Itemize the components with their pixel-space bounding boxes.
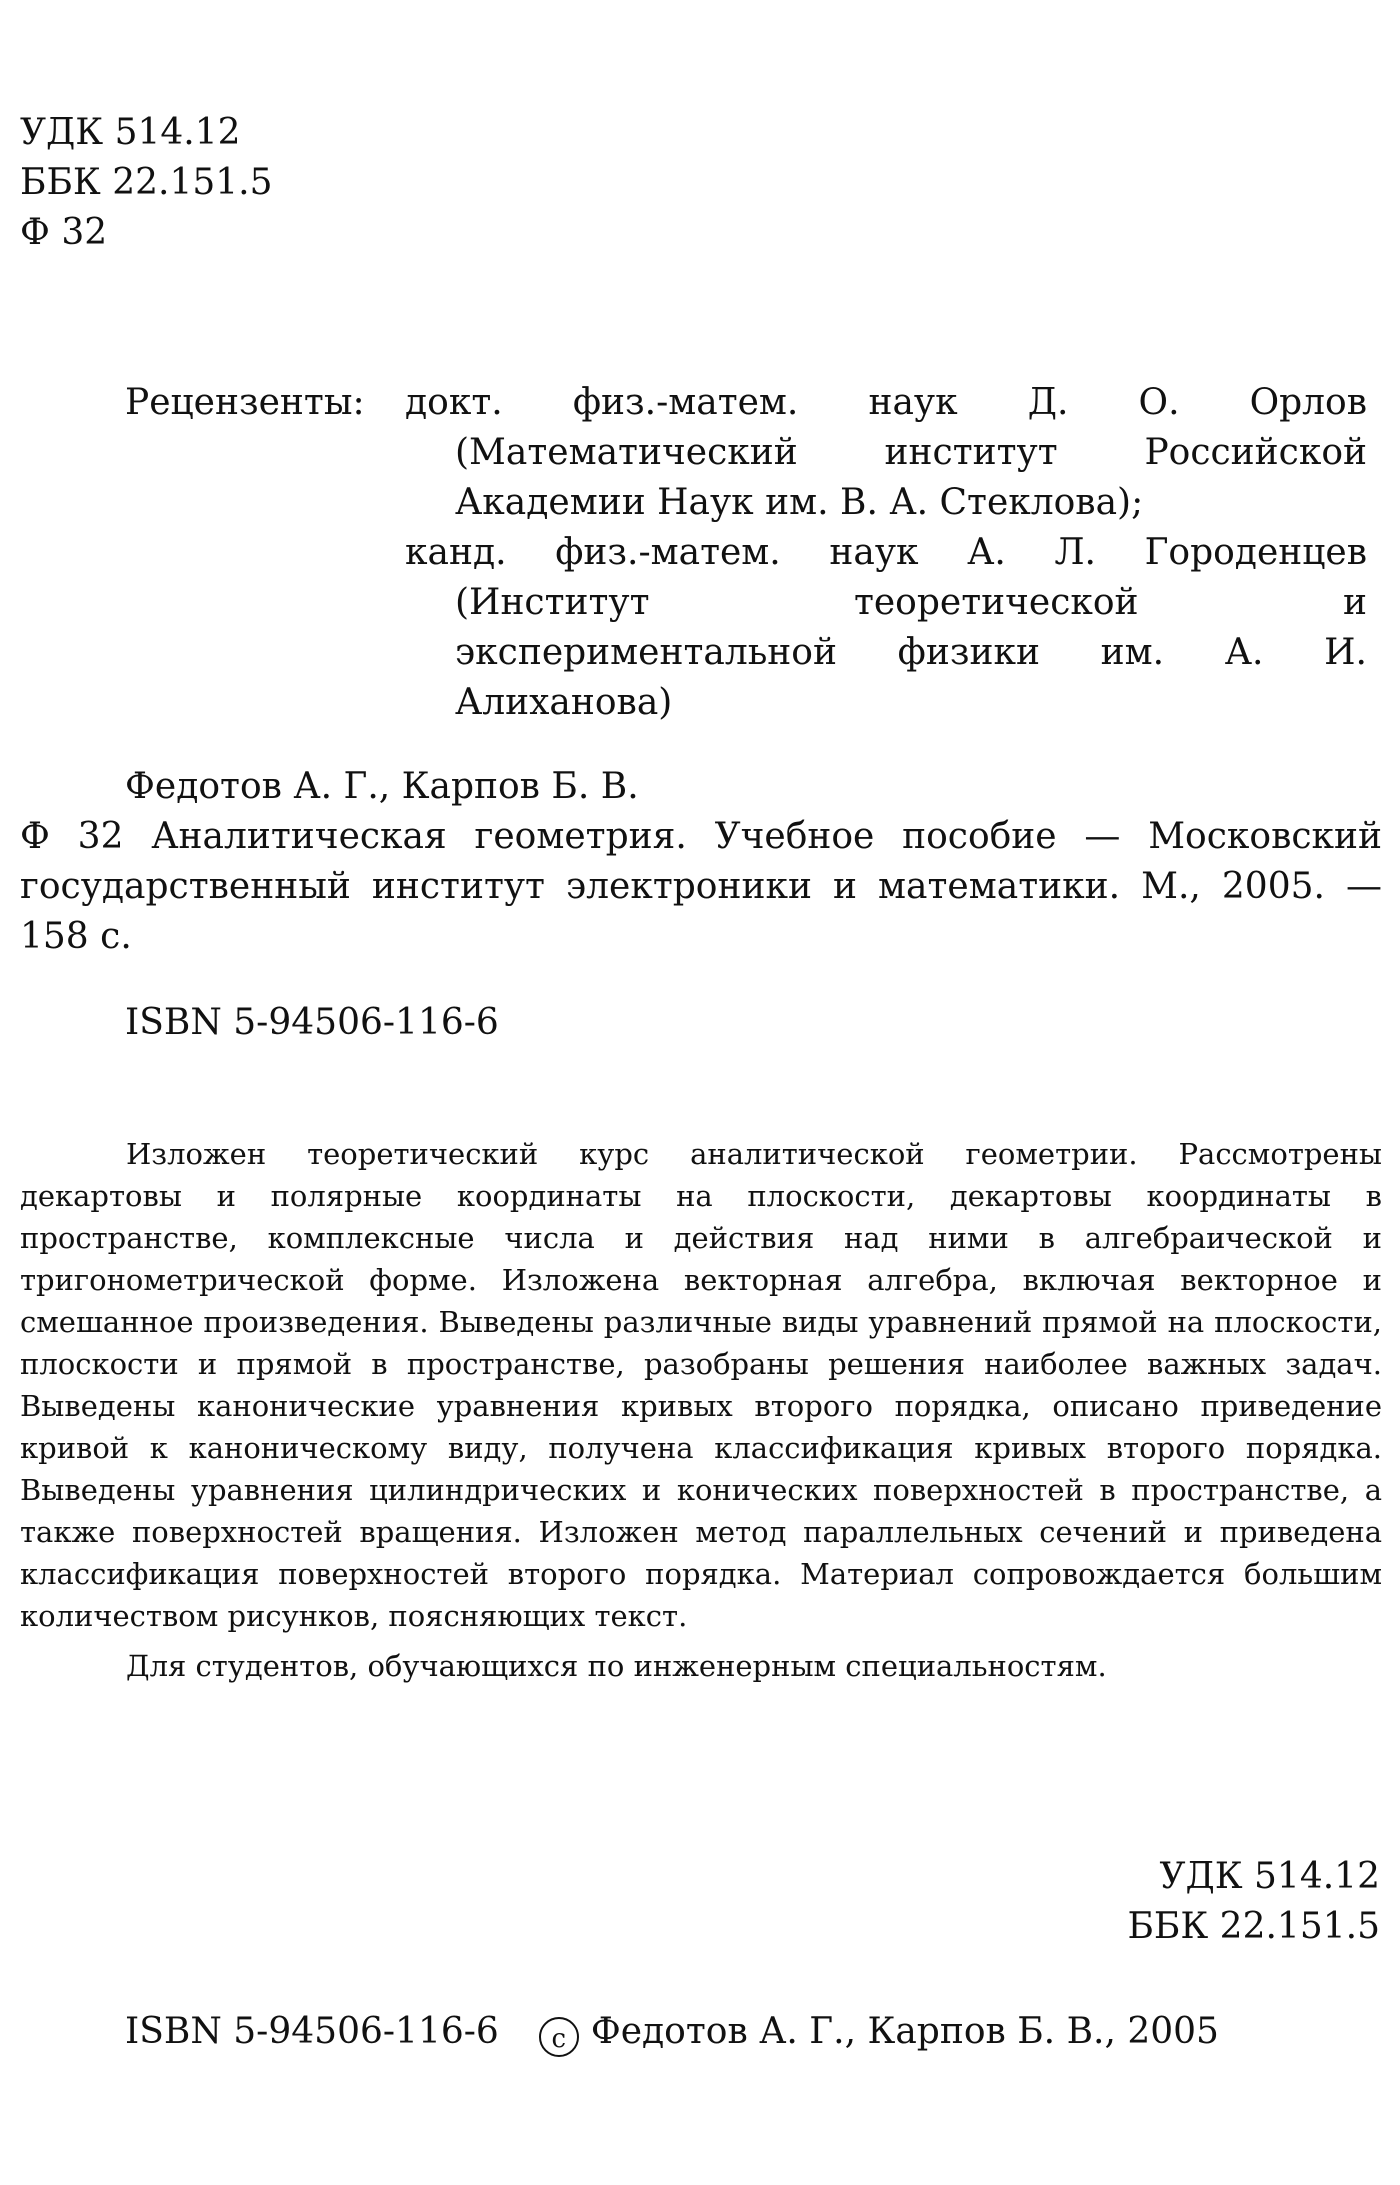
- udk-code-bottom: УДК 514.12: [1159, 1856, 1380, 1897]
- annotation: [20, 1133, 1382, 1687]
- author-mark: Ф 32: [20, 212, 108, 253]
- classification-bottom: [1127, 1852, 1380, 1952]
- bibliography-authors: Федотов А. Г., Карпов Б. В.: [125, 766, 639, 807]
- bibliography-entry: Ф 32 Аналитическая геометрия. Учебное пособие — Московский государственный институт электроники и математики. М., 2005. — 158 с.: [20, 816, 1382, 957]
- bbk-code-bottom: ББК 22.151.5: [1127, 1906, 1380, 1947]
- isbn: ISBN 5-94506-116-6: [125, 1002, 499, 1043]
- annotation-paragraph-1: Изложен теоретический курс аналитической геометрии. Рассмотрены декартовы и полярные координаты на плоскости, декартовы координаты в пространстве, комплексные числа и действия над ними в алгебраической и тригонометрической форме. Изложена векторная алгебра, включая векторное и смешанное произведения. Выведены различные виды уравнений прямой на плоскости, плоскости и прямой в пространстве, разобраны решения наиболее важных задач. Выведены канонические уравнения кривых второго порядка, описано приведение кривой к каноническому виду, получена классификация кривых второго порядка. Выведены уравнения цилиндрических и конических поверхностей в пространстве, а также поверхностей вращения. Изложен метод параллельных сечений и приведена классификация поверхностей второго порядка. Материал сопровождается большим количеством рисунков, поясняющих текст.: [20, 1137, 1382, 1633]
- annotation-paragraph-2: Для студентов, обучающихся по инженерным специальностям.: [126, 1649, 1107, 1683]
- copyright-icon: c: [539, 2017, 579, 2057]
- bbk-code: ББК 22.151.5: [20, 162, 273, 203]
- copyright-holders: Федотов А. Г., Карпов Б. В., 2005: [590, 2011, 1219, 2052]
- copyright-isbn: ISBN 5-94506-116-6: [125, 2011, 499, 2052]
- reviewers-list: [405, 378, 1367, 728]
- copyright-line: [125, 2007, 1219, 2057]
- udk-code: УДК 514.12: [20, 112, 241, 153]
- reviewer-entry-1: докт. физ.-матем. наук Д. О. Орлов (Математический институт Российской Академии Наук им. В. А. Стеклова);: [405, 382, 1367, 523]
- classification-top: [20, 108, 273, 258]
- reviewer-entry-2: канд. физ.-матем. наук А. Л. Городенцев (Институт теоретической и экспериментальной физики им. А. И. Алиханова): [405, 532, 1367, 723]
- reviewers-label: Рецензенты:: [125, 382, 365, 423]
